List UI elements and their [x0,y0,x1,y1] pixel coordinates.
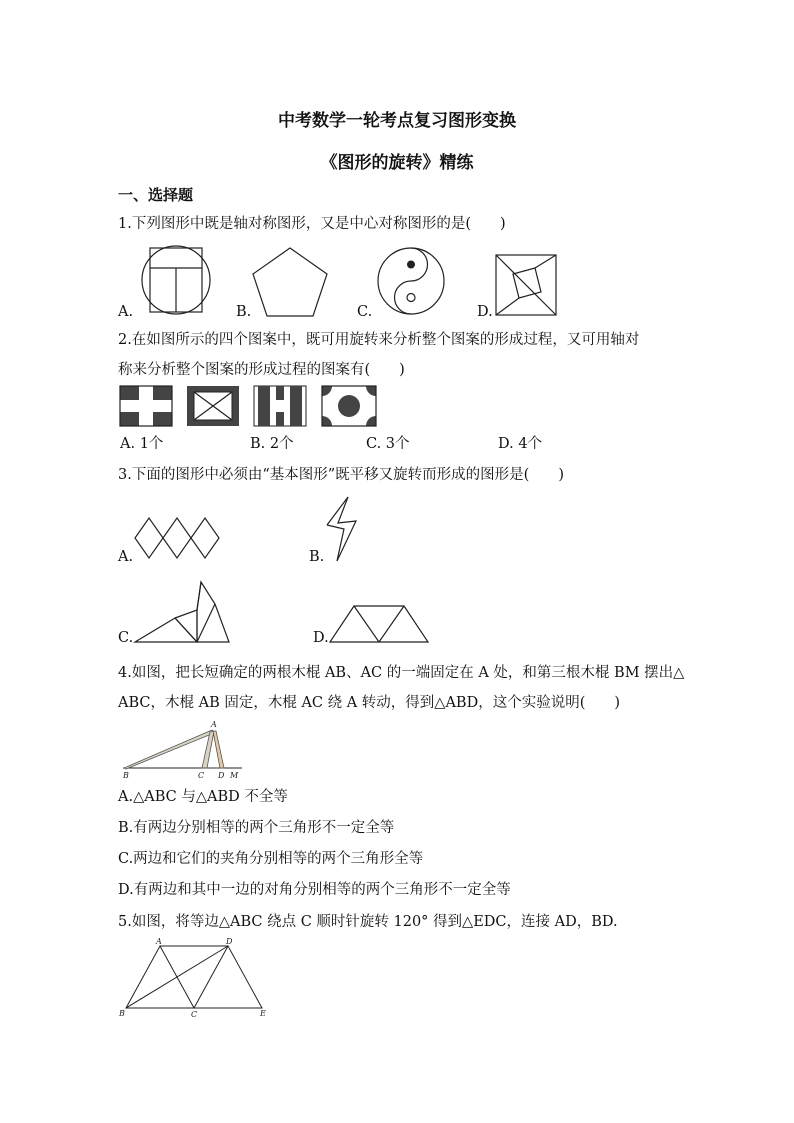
q1-option-b: B. [236,304,252,320]
q4-figure-sticks [118,718,248,780]
q2-pattern-4-circle [322,386,376,426]
q1-figure-d-square-pattern [495,254,557,316]
question-4-stem-line1: 4.如图，把长短确定的两根木棍 AB、AC 的一端固定在 A 处，和第三根木棍 BM 摆出△ [118,665,685,681]
q1-figure-a-circle-rectangle [137,244,215,316]
q4-label-a: A [211,720,217,729]
question-2-stem-line1: 2.在如图所示的四个图案中，既可用旋转来分析整个图案的形成过程，又可用轴对 [118,332,640,348]
q4-label-c: C [198,771,205,780]
q3-figure-c-triangles [135,580,231,644]
question-4-stem-line2: ABC，木棍 AB 固定，木棍 AC 绕 A 转动，得到△ABD，这个实验说明( ) [118,695,621,711]
q3-figure-b-lightning [322,495,362,563]
document-subtitle: 《图形的旋转》精练 [320,153,474,173]
q3-option-c: C. [118,630,134,646]
q1-figure-c-yin-yang [376,246,446,316]
q5-figure-rotated-triangles [118,936,278,1018]
section-heading: 一、选择题 [118,186,194,204]
q1-option-c: C. [357,304,373,320]
q2-option-b: B. 2个 [250,436,294,452]
q4-option-b: B.有两边分别相等的两个三角形不一定全等 [118,820,395,836]
q5-label-a: A [156,937,162,946]
q1-option-a: A. [118,304,134,320]
q2-pattern-1-cross [120,386,172,426]
q3-option-b: B. [309,549,325,565]
q3-option-a: A. [118,549,134,565]
question-2-stem-line2: 称来分析整个图案的形成过程的图案有( ) [118,362,405,378]
document-title: 中考数学一轮考点复习图形变换 [278,111,516,131]
q5-label-b: B [119,1009,125,1018]
q3-option-d: D. [313,630,329,646]
q4-label-b: B [123,771,129,780]
q5-label-c: C [191,1010,198,1019]
q4-label-d: D [218,771,225,780]
q1-figure-b-pentagon [250,246,330,318]
q4-option-c: C.两边和它们的夹角分别相等的两个三角形全等 [118,851,424,867]
q4-label-m: M [230,771,239,780]
q5-label-e: E [260,1009,266,1018]
q4-option-a: A.△ABC 与△ABD 不全等 [118,789,288,805]
q2-option-c: C. 3个 [366,436,410,452]
q2-pattern-2-envelope [187,386,239,426]
q5-label-d: D [226,937,233,946]
question-5-stem: 5.如图，将等边△ABC 绕点 C 顺时针旋转 120° 得到△EDC，连接 AD，BD. [118,914,618,930]
question-3-stem: 3.下面的图形中必须由“基本图形”既平移又旋转而形成的图形是( ) [118,467,564,483]
question-1-stem: 1.下列图形中既是轴对称图形，又是中心对称图形的是( ) [118,216,506,232]
q2-pattern-3-h-shape [254,386,306,426]
q1-option-d: D. [477,304,493,320]
q2-option-d: D. 4个 [498,436,543,452]
q3-figure-d-trapezoid [330,604,430,644]
q2-option-a: A. 1个 [120,436,164,452]
q4-option-d: D.有两边和其中一边的对角分别相等的两个三角形不一定全等 [118,882,511,898]
q3-figure-a-diamonds [135,517,221,559]
